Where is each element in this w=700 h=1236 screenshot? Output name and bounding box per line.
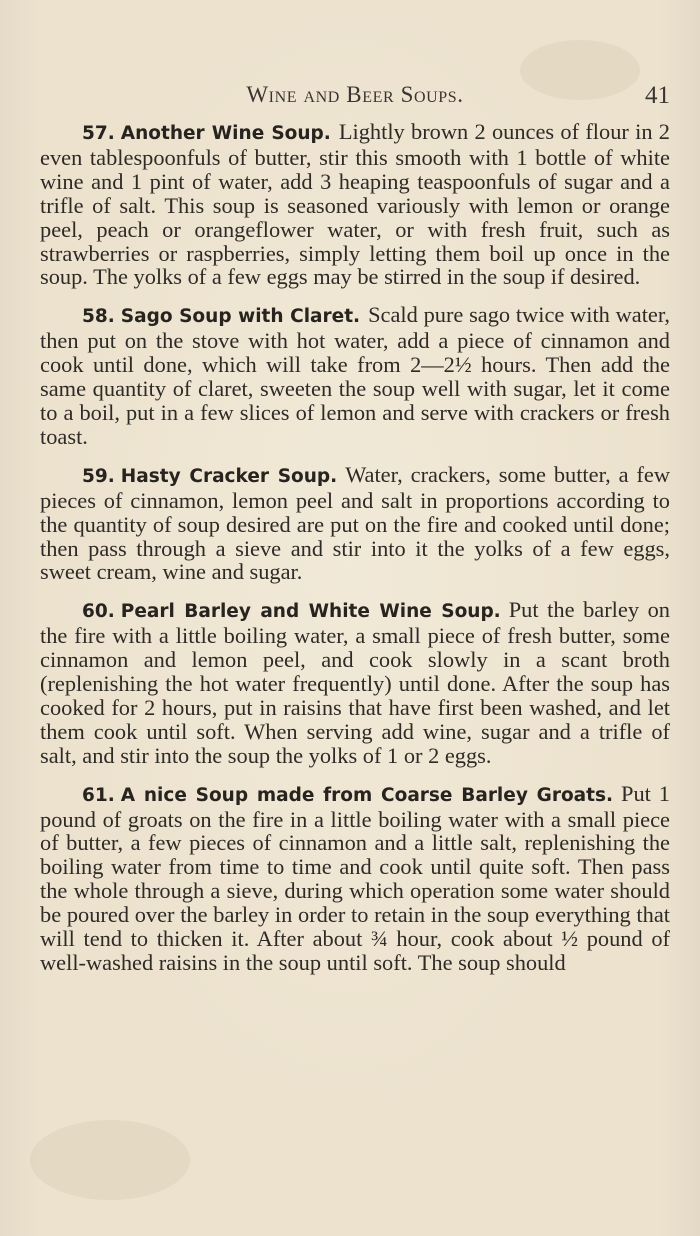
recipe-58: [40, 303, 670, 448]
recipe-paragraph: [40, 463, 670, 585]
recipe-paragraph: [40, 120, 670, 289]
recipe-title: A nice Soup made from Coarse Barley Groats.: [120, 784, 614, 806]
recipe-paragraph: [40, 598, 670, 767]
recipe-number: 57.: [82, 123, 115, 144]
recipe-number: 61.: [82, 784, 115, 806]
recipe-60: [40, 598, 670, 767]
recipe-57: [40, 120, 670, 289]
recipe-text: Put the barley on the fire with a little boiling water, a small piece of fresh butter, some cinnamon and lemon peel, and cook slowly in a scant broth (replenishing the hot water frequently) until done. After the soup has cooked for 2 hours, put in raisins that have first been washed, and let them cook until soft. When serving add wine, sugar and a trifle of salt, and stir into the soup the yolks of 1 or 2 eggs.: [40, 597, 670, 768]
recipe-title: Hasty Cracker Soup.: [120, 465, 338, 487]
page-number: 41: [645, 82, 670, 109]
recipe-text: Water, crackers, some butter, a few pieces of cinnamon, lemon peel and salt in proportions according to the quantity of soup desired are put on the fire and cooked until done; then pass through a sieve and stir into it the yolks of a few eggs, sweet cream, wine and sugar.: [40, 461, 670, 585]
recipe-text: Put 1 pound of groats on the fire in a little boiling water with a small piece of butter, a few pieces of cinnamon and a little salt, replenishing the boiling water from time to time and cook until quite soft. Then pass the whole through a sieve, during which operation some water should be poured over the barley in order to retain in the soup everything that will tend to thicken it. After about ¾ hour, cook about ½ pound of well-washed raisins in the soup until soft. The soup should: [40, 780, 671, 975]
recipe-text: Lightly brown 2 ounces of flour in 2 even tablespoonfuls of butter, stir this smooth with 1 bottle of white wine and 1 pint of water, add 3 heaping teaspoonfuls of sugar and a trifle of salt. This soup is seasoned variously with lemon or orange peel, peach or orangeflower water, or with fresh fruit, such as strawberries or raspberries, simply letting them boil up once in the soup. The yolks of a few eggs may be stirred in the soup if desired.: [40, 119, 670, 290]
recipe-title: Sago Soup with Claret.: [120, 306, 361, 328]
recipe-title: Pearl Barley and White Wine Soup.: [120, 601, 501, 623]
paper-stain: [30, 1120, 190, 1200]
recipe-title: Another Wine Soup.: [120, 123, 331, 144]
body-text: [40, 120, 670, 989]
running-head-title: Wine and Beer Soups.: [246, 82, 464, 107]
recipe-text: Scald pure sago twice with water, then put on the stove with hot water, add a piece of cinnamon and cook until done, which will take from 2—2½ hours. Then add the same quantity of claret, sweeten the soup well with sugar, let it come to a boil, put in a few slices of lemon and serve with crackers or fresh toast.: [40, 302, 671, 449]
recipe-number: 59.: [82, 465, 115, 487]
recipe-59: [40, 463, 670, 585]
recipe-paragraph: [40, 782, 670, 975]
recipe-number: 60.: [82, 601, 115, 623]
recipe-paragraph: [40, 303, 670, 448]
recipe-number: 58.: [82, 306, 115, 328]
recipe-61: [40, 782, 670, 975]
running-head: [40, 82, 670, 112]
